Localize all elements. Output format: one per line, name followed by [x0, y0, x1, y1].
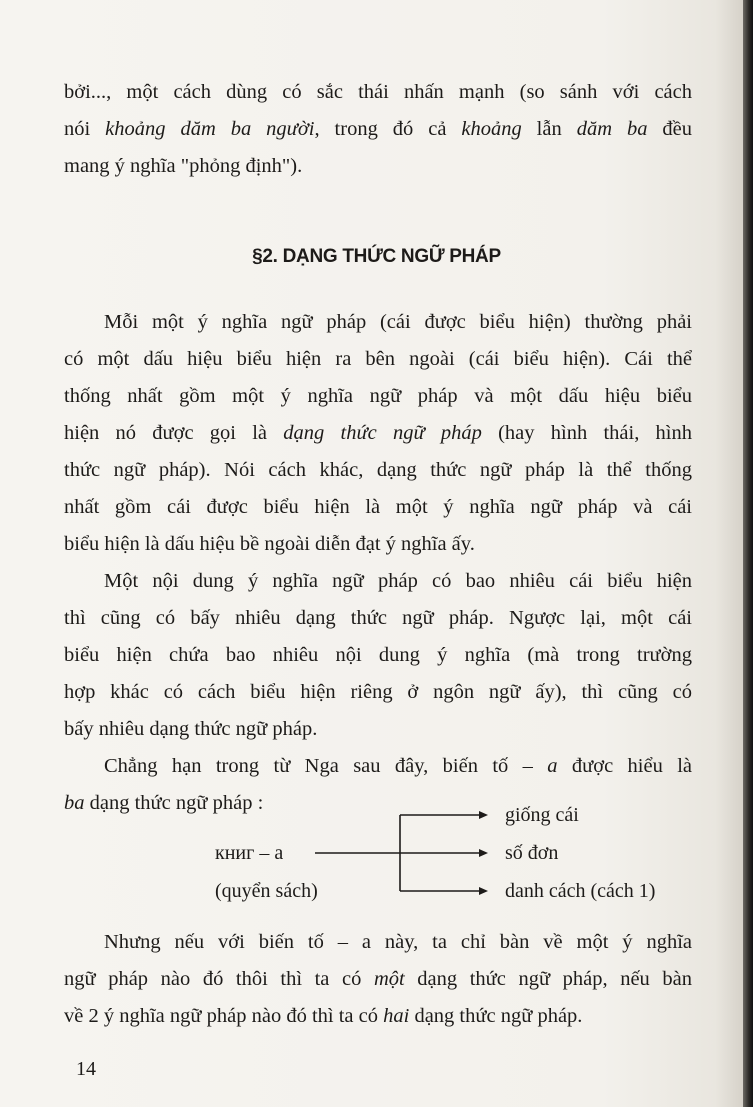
- text-line: bởi..., một cách dùng có sắc thái nhấn mạnh (so sánh với cách: [64, 81, 692, 103]
- text-line: ba dạng thức ngữ pháp :: [64, 792, 264, 814]
- text-line: thống nhất gồm một ý nghĩa ngữ pháp và một dấu hiệu biểu: [64, 385, 692, 407]
- meaning-item: số đơn: [505, 842, 559, 864]
- text-line: có một dấu hiệu biểu hiện ra bên ngoài (cái biểu hiện). Cái thể: [64, 348, 692, 370]
- text-line: Chẳng hạn trong từ Nga sau đây, biến tố – a được hiểu là: [104, 755, 693, 777]
- page-edge-shadow: [743, 0, 753, 1107]
- text-line: bấy nhiêu dạng thức ngữ pháp.: [64, 718, 318, 740]
- text-line: biểu hiện chứa bao nhiêu nội dung ý nghĩa (mà trong trường: [64, 644, 692, 666]
- text-line: về 2 ý nghĩa ngữ pháp nào đó thì ta có hai dạng thức ngữ pháp.: [64, 1005, 583, 1027]
- russian-word: книг – а: [215, 842, 284, 864]
- text-line: nói khoảng dăm ba người, trong đó cả khoảng lẫn dăm ba đều: [64, 118, 693, 140]
- text-line: Nhưng nếu với biến tố – a này, ta chỉ bàn về một ý nghĩa: [104, 931, 692, 953]
- meaning-item: danh cách (cách 1): [505, 880, 656, 902]
- text-line: ngữ pháp nào đó thôi thì ta có một dạng thức ngữ pháp, nếu bàn: [64, 968, 692, 990]
- text-line: hợp khác có cách biểu hiện riêng ở ngôn ngữ ấy), thì cũng có: [64, 681, 692, 703]
- meaning-item: giống cái: [505, 804, 579, 826]
- page-number: 14: [76, 1058, 96, 1080]
- text-line: nhất gồm cái được biểu hiện là một ý nghĩa ngữ pháp và cái: [64, 496, 692, 518]
- section-heading: §2. DẠNG THỨC NGỮ PHÁP: [252, 246, 501, 267]
- text-line: biểu hiện là dấu hiệu bề ngoài diễn đạt ý nghĩa ấy.: [64, 533, 475, 555]
- text-line: thức ngữ pháp). Nói cách khác, dạng thức ngữ pháp là thể thống: [64, 459, 692, 481]
- text-line: Một nội dung ý nghĩa ngữ pháp có bao nhiêu cái biểu hiện: [104, 570, 692, 592]
- word-gloss: (quyển sách): [215, 880, 318, 902]
- text-line: Mỗi một ý nghĩa ngữ pháp (cái được biểu hiện) thường phải: [104, 311, 692, 333]
- text-line: thì cũng có bấy nhiêu dạng thức ngữ pháp. Ngược lại, một cái: [64, 607, 692, 629]
- text-line: hiện nó được gọi là dạng thức ngữ pháp (hay hình thái, hình: [64, 422, 692, 444]
- text-line: mang ý nghĩa "phỏng định").: [64, 155, 303, 177]
